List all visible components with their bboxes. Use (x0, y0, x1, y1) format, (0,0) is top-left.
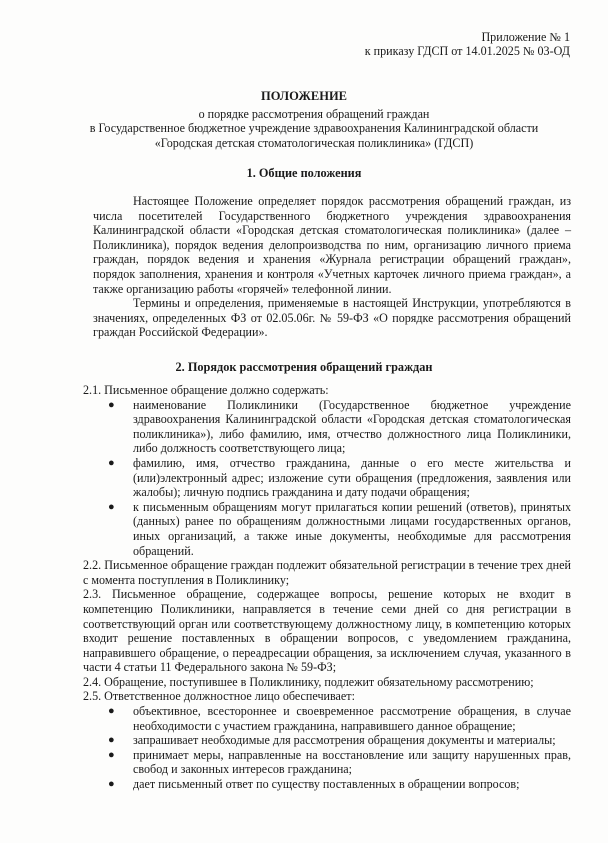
list-item (108, 397, 571, 456)
subtitle-line-3: «Городская детская стоматологическая поликлиника» (ГДСП) (154, 135, 474, 150)
appendix-line-1: Приложение № 1 (481, 30, 570, 44)
bullet-icon: ● (108, 705, 115, 718)
section-2-heading: 2. Порядок рассмотрения обращений граждан (175, 360, 433, 374)
bullet-list-2-5 (93, 704, 571, 792)
list-item (108, 455, 571, 500)
list-item-text: наименование Поликлиники (Государственное бюджетное учреждение здравоохранения Калининградской области «Городская детская стоматологическая поликлиника»), либо фамилию, имя, отчество должностного лица Поликлиники, либо должность соответствующего лица; (133, 397, 571, 456)
section-1-paragraph-1: Настоящее Положение определяет порядок рассмотрения обращений граждан, из числа посетителей Государственного бюджетного учреждения здравоохранения Калининградской области «Городская детская стоматологическая поликлиника» (далее – Поликлиника), порядок ведения делопроизводства по ним, организацию личного приема граждан, порядок ведения и хранения «Журнала регистрации обращений граждан», порядок заполнения, хранения и контроля «Учетных карточек личного приема граждан», а также организацию работы «горячей» телефонной линии. (93, 194, 571, 296)
section-1-body (93, 194, 571, 340)
bullet-icon: ● (108, 778, 115, 791)
bullet-icon: ● (108, 456, 115, 469)
list-item (108, 704, 571, 733)
list-item-text: объективное, всестороннее и своевременное рассмотрение обращения, в случае необходимости с участием гражданина, направившего данное обращение; (133, 704, 571, 733)
item-2-4: 2.4. Обращение, поступившее в Поликлинику, подлежит обязательному рассмотрению; (83, 674, 534, 689)
section-1-paragraph-2: Термины и определения, применяемые в настоящей Инструкции, употребляются в значениях, определенных ФЗ от 02.05.06г. № 59-ФЗ «О порядке рассмотрения обращений граждан Российской Федерации». (93, 296, 571, 340)
list-item-text: фамилию, имя, отчество гражданина, данные о его месте жительства и (или)электронный адрес; изложение сути обращения (предложения, заявления или жалобы); личную подпись гражданина и дату подачи обращения; (133, 455, 571, 500)
list-item-text: к письменным обращениям могут прилагаться копии решений (ответов), принятых (данных) ранее по обращениям должностными лицами государственных органов, иных организаций, а также иные документы, необходимые для рассмотрения обращений. (133, 499, 571, 558)
list-item (108, 777, 571, 792)
list-item (108, 499, 571, 558)
list-item (108, 733, 571, 748)
bullet-icon: ● (108, 734, 115, 747)
item-2-2: 2.2. Письменное обращение граждан подлежит обязательной регистрации в течение трех дней с момента поступления в Поликлинику; (83, 558, 571, 587)
list-item-text: запрашивает необходимые для рассмотрения обращения документы и материалы; (133, 733, 556, 748)
bullet-list-2-1 (93, 398, 571, 559)
item-2-3: 2.3. Письменное обращение, содержащее вопросы, решение которых не входит в компетенцию Поликлиники, направляется в течение семи дней со дня регистрации в соответствующий орган или соответствующему должностному лицу, в компетенцию которых входит решение поставленных в обращении вопросов, с уведомлением гражданина, направившего обращение, о переадресации обращения, за исключением случая, указанного в части 4 статьи 11 Федерального закона № 59-ФЗ; (83, 587, 571, 675)
bullet-icon: ● (108, 500, 115, 513)
subtitle-line-2: в Государственное бюджетное учреждение здравоохранения Калининградской области (89, 121, 539, 136)
document-title: ПОЛОЖЕНИЕ (260, 89, 348, 103)
appendix-header (365, 30, 570, 58)
subtitle-line-1: о порядке рассмотрения обращений граждан (198, 107, 430, 121)
item-2-5: 2.5. Ответственное должностное лицо обеспечивает: (83, 689, 355, 704)
bullet-icon: ● (108, 398, 115, 411)
item-2-1: 2.1. Письменное обращение должно содержать: (83, 383, 329, 397)
section-1-heading: 1. Общие положения (246, 166, 362, 180)
section-2-body (83, 383, 571, 792)
appendix-line-2: к приказу ГДСП от 14.01.2025 № 03-ОД (364, 44, 570, 58)
list-item-text: принимает меры, направленные на восстановление или защиту нарушенных прав, свобод и законных интересов гражданина; (133, 747, 571, 777)
document-subtitle (50, 107, 578, 150)
list-item (108, 747, 571, 777)
list-item-text: дает письменный ответ по существу поставленных в обращении вопросов; (133, 777, 520, 792)
bullet-icon: ● (108, 748, 115, 761)
